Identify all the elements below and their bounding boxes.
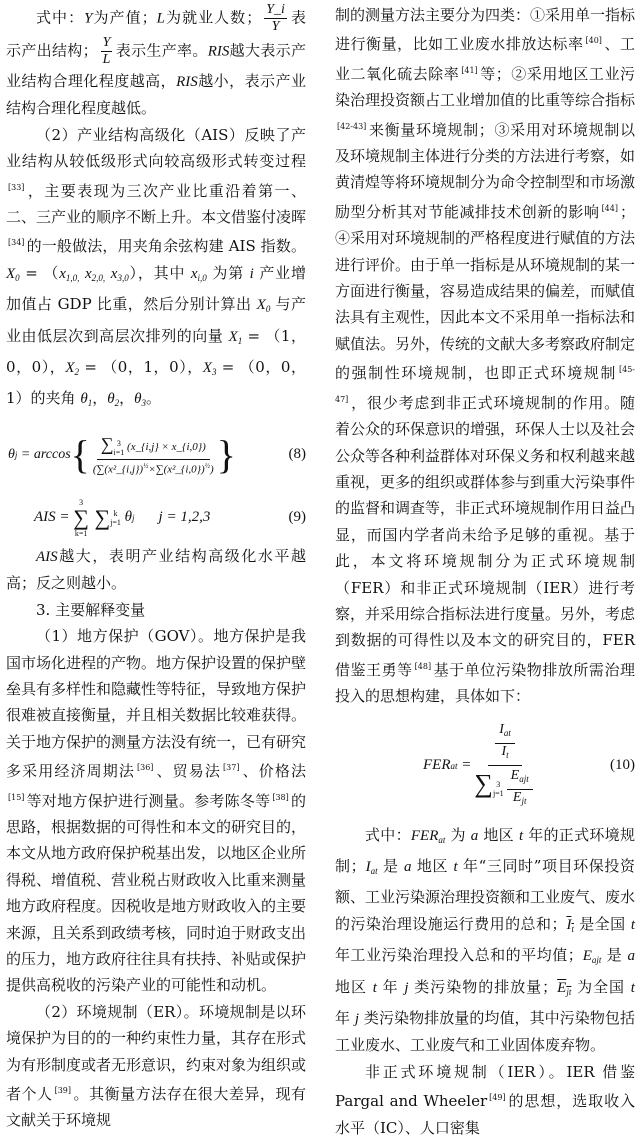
text-run: ，很少考虑到非正式环境规制的作用。随着公众的环保意识的增强，环保人士以及社会公众等各种利益群体对环保义务和权利越来越重视，更多的组织或群体参与到重大污染事件的监督和调查等，非正式环境规制作用日益凸显，而国内学者尚未给予足够的重视。基于此，本文将环境规制分为正式环境规制（FER）和非正式环境规制（IER）进行考察，并采用综合指标法进行度量。另外，考虑到数据的可得性以及本文的研究目的，FER 借鉴王勇等 (335, 393, 636, 679)
text-run: 地区 (478, 825, 519, 844)
citation: [42-43] (337, 121, 367, 131)
numerator (488, 722, 522, 766)
text-run: ，主要表现为三次产业比重沿着第一、二、三产业的顺序不断上升。本文借鉴付凌晖 (6, 181, 307, 227)
math-symbol: $E_{ajt}$ (582, 948, 602, 966)
text-run: 越小，表示产业结构合理化程度越低。 (6, 72, 306, 118)
subscript: t (571, 923, 574, 934)
equation-9: AIS = 3 ∑ k=1 ∑ k j=1 θ j j = 1,2,3 (9) (34, 497, 306, 538)
subscript: 3 (211, 367, 217, 378)
math-symbol: $E_{jt}$ (557, 979, 572, 997)
subscript: 2,0, (91, 272, 106, 283)
math-symbol: RIS (207, 43, 230, 60)
limits (110, 509, 121, 527)
math-symbol: Y (84, 10, 93, 27)
math-symbol: $FER_{at}$ (410, 827, 446, 845)
subscript: at (370, 865, 378, 876)
limits: 3 ∑ k=1 (73, 497, 89, 538)
times: × (148, 463, 156, 476)
text-run: 、价格法 (241, 762, 306, 781)
eq-sign: = (461, 757, 472, 774)
math-symbol: j (404, 979, 409, 996)
text-run: = （0，1，0）， (79, 358, 203, 377)
math-symbol: $x_{3,0}$ (110, 265, 129, 283)
citation: [40] (585, 36, 602, 46)
limits (493, 780, 504, 798)
e-num: E (510, 768, 520, 784)
power: ½ (204, 461, 210, 470)
citation: [41] (461, 65, 478, 75)
paragraph (335, 1059, 635, 1141)
math-symbol: t (372, 979, 377, 996)
text-run: （1）地方保护（GOV）。地方保护是我国市场化进程的产物。地方保护设置的保护壁垒具有多样性和隐藏性等特征，导致地方保护很难被直接衡量，并且相关数据比较难获得。关于地方保护的测量方法没有统一，已有研究多采用经济周期法 (6, 627, 307, 781)
subscript: ajt (591, 955, 602, 966)
numerator: Y (102, 35, 111, 50)
term: θ (124, 509, 133, 526)
citation: [38] (272, 792, 289, 802)
text-run: 为 (445, 825, 471, 844)
numerator: Y_i (266, 2, 285, 17)
text-run: 类污染物的排放量； (408, 977, 558, 996)
sub: t (506, 750, 509, 761)
eq-sign: = (59, 509, 70, 526)
subscript: 3,0 (117, 272, 129, 283)
math-symbol: $I_t$ (566, 916, 574, 934)
citation: [44] (601, 203, 618, 213)
text-run: 年工业污染治理投入总和的平均值； (335, 946, 583, 965)
text-run: ；④采用对环境规制的严格程度进行赋值的方法进行评价。由于单一指标是从环境规制的某一方面进行衡量，容易造成结果的偏差，而赋值法具有主观性，因此本文不采用单一指标法和赋值法。另外，传统的文献大多考察政府制定的强制性环境规制，也即正式环境规制 (335, 202, 636, 383)
text-run: 式中： (365, 825, 411, 844)
citation: [49] (489, 1093, 506, 1103)
text-run: （2）产业结构高级化（AIS）反映了产业结构从较低级形式向较高级形式转变过程 (6, 125, 306, 171)
math-symbol: $X_2$ (65, 360, 80, 378)
paragraph (6, 122, 306, 417)
text-run: 为第 (206, 263, 250, 282)
text-run: 地区 (335, 977, 373, 996)
text-run (105, 264, 111, 282)
math-symbol: AIS (36, 548, 58, 565)
equation-number: (10) (610, 757, 635, 774)
subscript: 0 (265, 304, 271, 315)
inner-fraction (507, 768, 533, 809)
paragraph (6, 999, 306, 1134)
den-b: (x²_{i,0}) (163, 463, 205, 476)
subscript: jt (566, 986, 572, 997)
lower: j=1 (110, 517, 121, 527)
text-run: 、贸易法 (155, 762, 222, 781)
eq-func: = arccos (20, 446, 71, 462)
num-term: (x_{i,j} × x_{i,0}) (127, 441, 206, 454)
text-run: 为产值； (92, 8, 157, 27)
paragraph (6, 623, 306, 999)
denominator: L (102, 52, 111, 67)
text-run: 非正式环境规制（IER）。IER 借鉴 Pargal and Wheeler (335, 1062, 635, 1111)
text-run: 地区 (411, 856, 454, 875)
text-run: 、工业二氧化硫去除率 (335, 35, 635, 83)
citation: [15] (8, 792, 25, 802)
math-symbol: $X_0$ (256, 297, 271, 315)
text-run: 年 (376, 977, 405, 996)
citation: [45-47] (335, 365, 635, 404)
denominator: (∑(x²_{i,j})$^{\frac{1}{2}}$×∑(x²_{i,0})$^{\frac{1}{2}}$) (92, 461, 214, 476)
math-symbol: t (630, 979, 635, 996)
subscript: 2 (114, 398, 120, 409)
citation: [48] (414, 661, 432, 671)
citation: [36] (137, 763, 154, 773)
math-symbol: i (249, 265, 254, 282)
i-num: I (499, 722, 504, 738)
eq-sub: at (450, 760, 458, 771)
sub: ajt (519, 774, 529, 785)
text-run: 年 (335, 1009, 355, 1027)
subscript: 1 (87, 398, 93, 409)
equation-number: (8) (288, 446, 306, 463)
text-run: ， (92, 389, 108, 408)
math-symbol: a (470, 827, 479, 844)
eq-lhs: θ (8, 446, 15, 462)
citation: [34] (8, 238, 25, 248)
math-symbol: L (156, 10, 165, 27)
text-run: 是 (377, 856, 404, 875)
paragraph (6, 2, 306, 122)
denominator: Y (271, 19, 280, 34)
math-symbol: $x_{1,0,}$ (59, 265, 80, 283)
text-run: 的思想，选取收入水平（IC）、人口密集 (335, 1092, 635, 1137)
text-run: = （1，0，0）， (6, 326, 306, 377)
subscript: 2 (74, 367, 80, 378)
text-run: = （0，0，1）的夹角 (6, 358, 306, 408)
subscript: 0 (15, 272, 20, 283)
brace-open: { (70, 431, 90, 477)
text-run: 的一般做法，用夹角余弦构建 AIS 指数。 (26, 237, 306, 256)
text-run: 为全国 (571, 977, 631, 996)
subscript: 1,0, (65, 272, 80, 283)
paragraph (335, 822, 635, 1059)
eq-fraction (93, 434, 214, 475)
subscript: at (438, 834, 446, 845)
text-run: 基于单位污染物排放所需治理投入的思想构建，具体如下： (335, 660, 635, 706)
eq-lhs: FER (423, 757, 451, 774)
paragraph (6, 543, 306, 597)
math-symbol: $X_0$ (6, 265, 20, 283)
denominator: ∑ 3 j=1 $\frac{E_{ajt}}{\overline{E}_{jt}}$ (474, 766, 535, 809)
text-run: 制的测量方法主要分为四类：①采用单一指标进行衡量，比如工业废水排放达标率 (335, 6, 636, 54)
citation: [33] (8, 182, 25, 192)
math-symbol: $X_1$ (228, 328, 243, 346)
text-run: 。 (145, 389, 161, 408)
text-run: 。其衡量方法存在很大差异，现有文献关于环境规 (6, 1085, 306, 1130)
math-symbol: $X_3$ (202, 360, 217, 378)
text-run: 来衡量环境规制；③采用对环境规制以及环境规制主体进行分类的方法进行考察，如黄清煌等将环境规制分为命令控制型和市场激励型分析其对节能减排技术创新的影响 (335, 120, 636, 221)
upper: 3 (79, 497, 84, 507)
math-symbol: $x_{2,0,}$ (85, 265, 106, 283)
text-run: 年的正式环境规制； (335, 825, 635, 875)
numerator: ∑ 3 i=1 (x_{i,j} × x_{i,0}) (97, 434, 210, 459)
math-symbol: $\theta_3$ (134, 391, 146, 409)
text-run: 越大，表明产业结构高级化水平越高；反之则越小。 (6, 546, 306, 593)
math-symbol: $I_{at}$ (365, 858, 378, 876)
sub: jt (521, 796, 527, 807)
brace-close: } (216, 431, 236, 477)
limits (114, 439, 125, 457)
text-run: 为就业人数； (164, 8, 262, 27)
text-run: 类污染物排放量的均值，其中污染物包括工业废水、工业废气和工业固体废弃物。 (335, 1009, 635, 1055)
upper: k (113, 508, 118, 518)
math-symbol: t (630, 916, 635, 933)
text-run: 越大表示产业结构合理化程度越高， (6, 41, 306, 90)
term-sub: j (132, 512, 135, 523)
lower: j=1 (492, 788, 504, 798)
text-run: ），其中 (128, 263, 191, 282)
section-heading: 3. 主要解释变量 (36, 600, 146, 619)
subscript: 3 (141, 398, 146, 409)
text-run: 是全国 (573, 914, 631, 933)
text-run: 与产业由低层次到高层次排列的向量 (6, 295, 306, 345)
den-a: (x²_{i,j}) (104, 463, 144, 476)
math-symbol: a (403, 858, 412, 875)
math-symbol: j (354, 1011, 360, 1027)
subscript: i,0 (197, 272, 207, 283)
inline-fraction (101, 35, 113, 68)
text-run: 式中： (36, 8, 85, 27)
eq-sub: j (14, 449, 18, 460)
math-symbol: a (627, 948, 635, 965)
math-symbol: $\theta_2$ (107, 391, 120, 409)
math-symbol: $x_{i,0}$ (190, 265, 207, 283)
math-symbol: $\theta_1$ (80, 391, 93, 409)
right-column (335, 2, 635, 1141)
equation-10 (335, 710, 635, 822)
inline-fraction (264, 2, 287, 35)
eq-fraction (474, 722, 535, 809)
condition: j = 1,2,3 (158, 509, 211, 526)
paragraph (335, 2, 635, 710)
upper: 3 (116, 438, 121, 448)
power: ½ (143, 461, 149, 470)
math-symbol: t (519, 827, 524, 844)
text-run: 等对地方保护进行测量。参考陈冬等 (26, 791, 271, 810)
eq-lhs: AIS (34, 509, 56, 526)
text-run: 产业增加值占 GDP 比重，然后分别计算出 (6, 263, 306, 314)
math-symbol: t (453, 858, 458, 875)
text-run: 表示生产率。 (115, 41, 208, 60)
lower: i=1 (113, 447, 125, 457)
subscript: 1 (237, 335, 243, 346)
math-symbol: RIS (176, 74, 198, 90)
citation: [37] (223, 763, 240, 773)
i-den: $\overline{I}$ (501, 744, 507, 760)
upper: 3 (496, 779, 501, 789)
equation-number: (9) (288, 509, 306, 526)
text-run: 表示产出结构； (6, 8, 306, 60)
left-column (6, 2, 306, 1134)
text-run: 的思路，根据数据的可得性和本文的研究目的，本文从地方政府保护税基出发，以地区企业所得税、增值税、营业税占财政收入比重来测量地方政府程度。因税收是地方财政收入的主要来源，且关系到政绩考核，同时迫于财政支出的压力，地方政府往往具有扶持、补贴或保护提供高税收的污染产业的可能性和动机。 (6, 791, 307, 995)
inner-fraction (495, 722, 515, 763)
text-run: ， (119, 389, 135, 408)
citation: [39] (54, 1086, 72, 1095)
e-den: $\overline{E}$ (512, 790, 522, 806)
text-run: 是 (601, 946, 628, 965)
text-run: 年“三同时”项目环保投资额、工业污染源治理投资额和工业废气、废水的污染治理设施运行费用的总和； (335, 856, 636, 933)
equation-8 (6, 417, 306, 493)
lower: k=1 (74, 528, 88, 538)
sub: at (503, 728, 511, 739)
text-run: （2）环境规制（ER）。环境规制是以环境保护为目的的一种约束性力量，其存在形式为有形制度或者无形意识，约束对象为组织或者个人 (6, 1002, 307, 1103)
text-run: 等；②采用地区工业污染治理投资额占工业增加值的比重等综合指标 (335, 64, 636, 110)
text-run: = （ (19, 263, 60, 282)
